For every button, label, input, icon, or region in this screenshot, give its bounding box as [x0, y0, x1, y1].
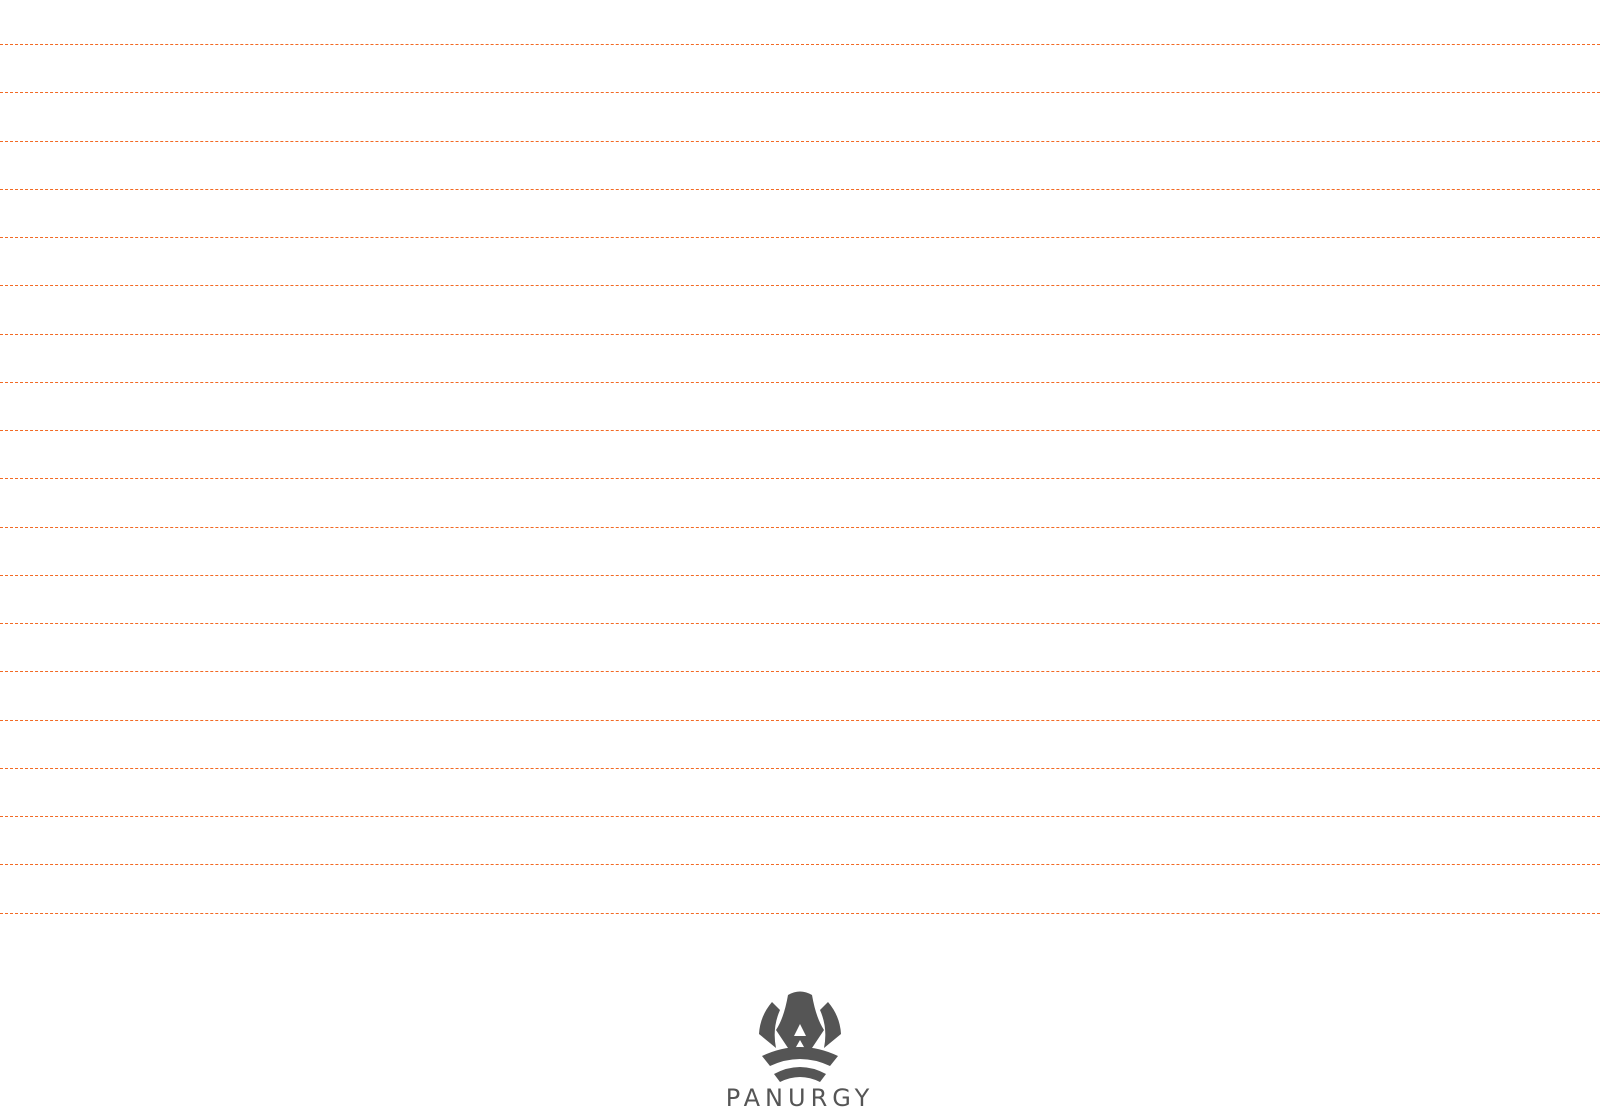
ruled-line — [0, 334, 1600, 335]
ruled-line — [0, 575, 1600, 576]
ruled-line — [0, 430, 1600, 431]
ruled-line — [0, 720, 1600, 721]
ruled-line — [0, 285, 1600, 286]
ruled-line — [0, 864, 1600, 865]
ruled-line — [0, 141, 1600, 142]
ruled-line — [0, 816, 1600, 817]
ruled-line — [0, 527, 1600, 528]
ruled-line — [0, 237, 1600, 238]
ruled-line — [0, 623, 1600, 624]
ruled-line — [0, 913, 1600, 914]
ruled-line — [0, 478, 1600, 479]
ruled-line — [0, 44, 1600, 45]
ruled-line — [0, 768, 1600, 769]
panurgy-triangle-emblem-icon — [750, 990, 850, 1085]
ruled-line — [0, 671, 1600, 672]
brand-wordmark — [696, 1086, 904, 1108]
ruled-line — [0, 382, 1600, 383]
brand-name-text: PANURGY — [725, 1086, 875, 1108]
brand-footer — [0, 990, 1600, 1111]
ruled-line — [0, 92, 1600, 93]
ruled-line — [0, 189, 1600, 190]
